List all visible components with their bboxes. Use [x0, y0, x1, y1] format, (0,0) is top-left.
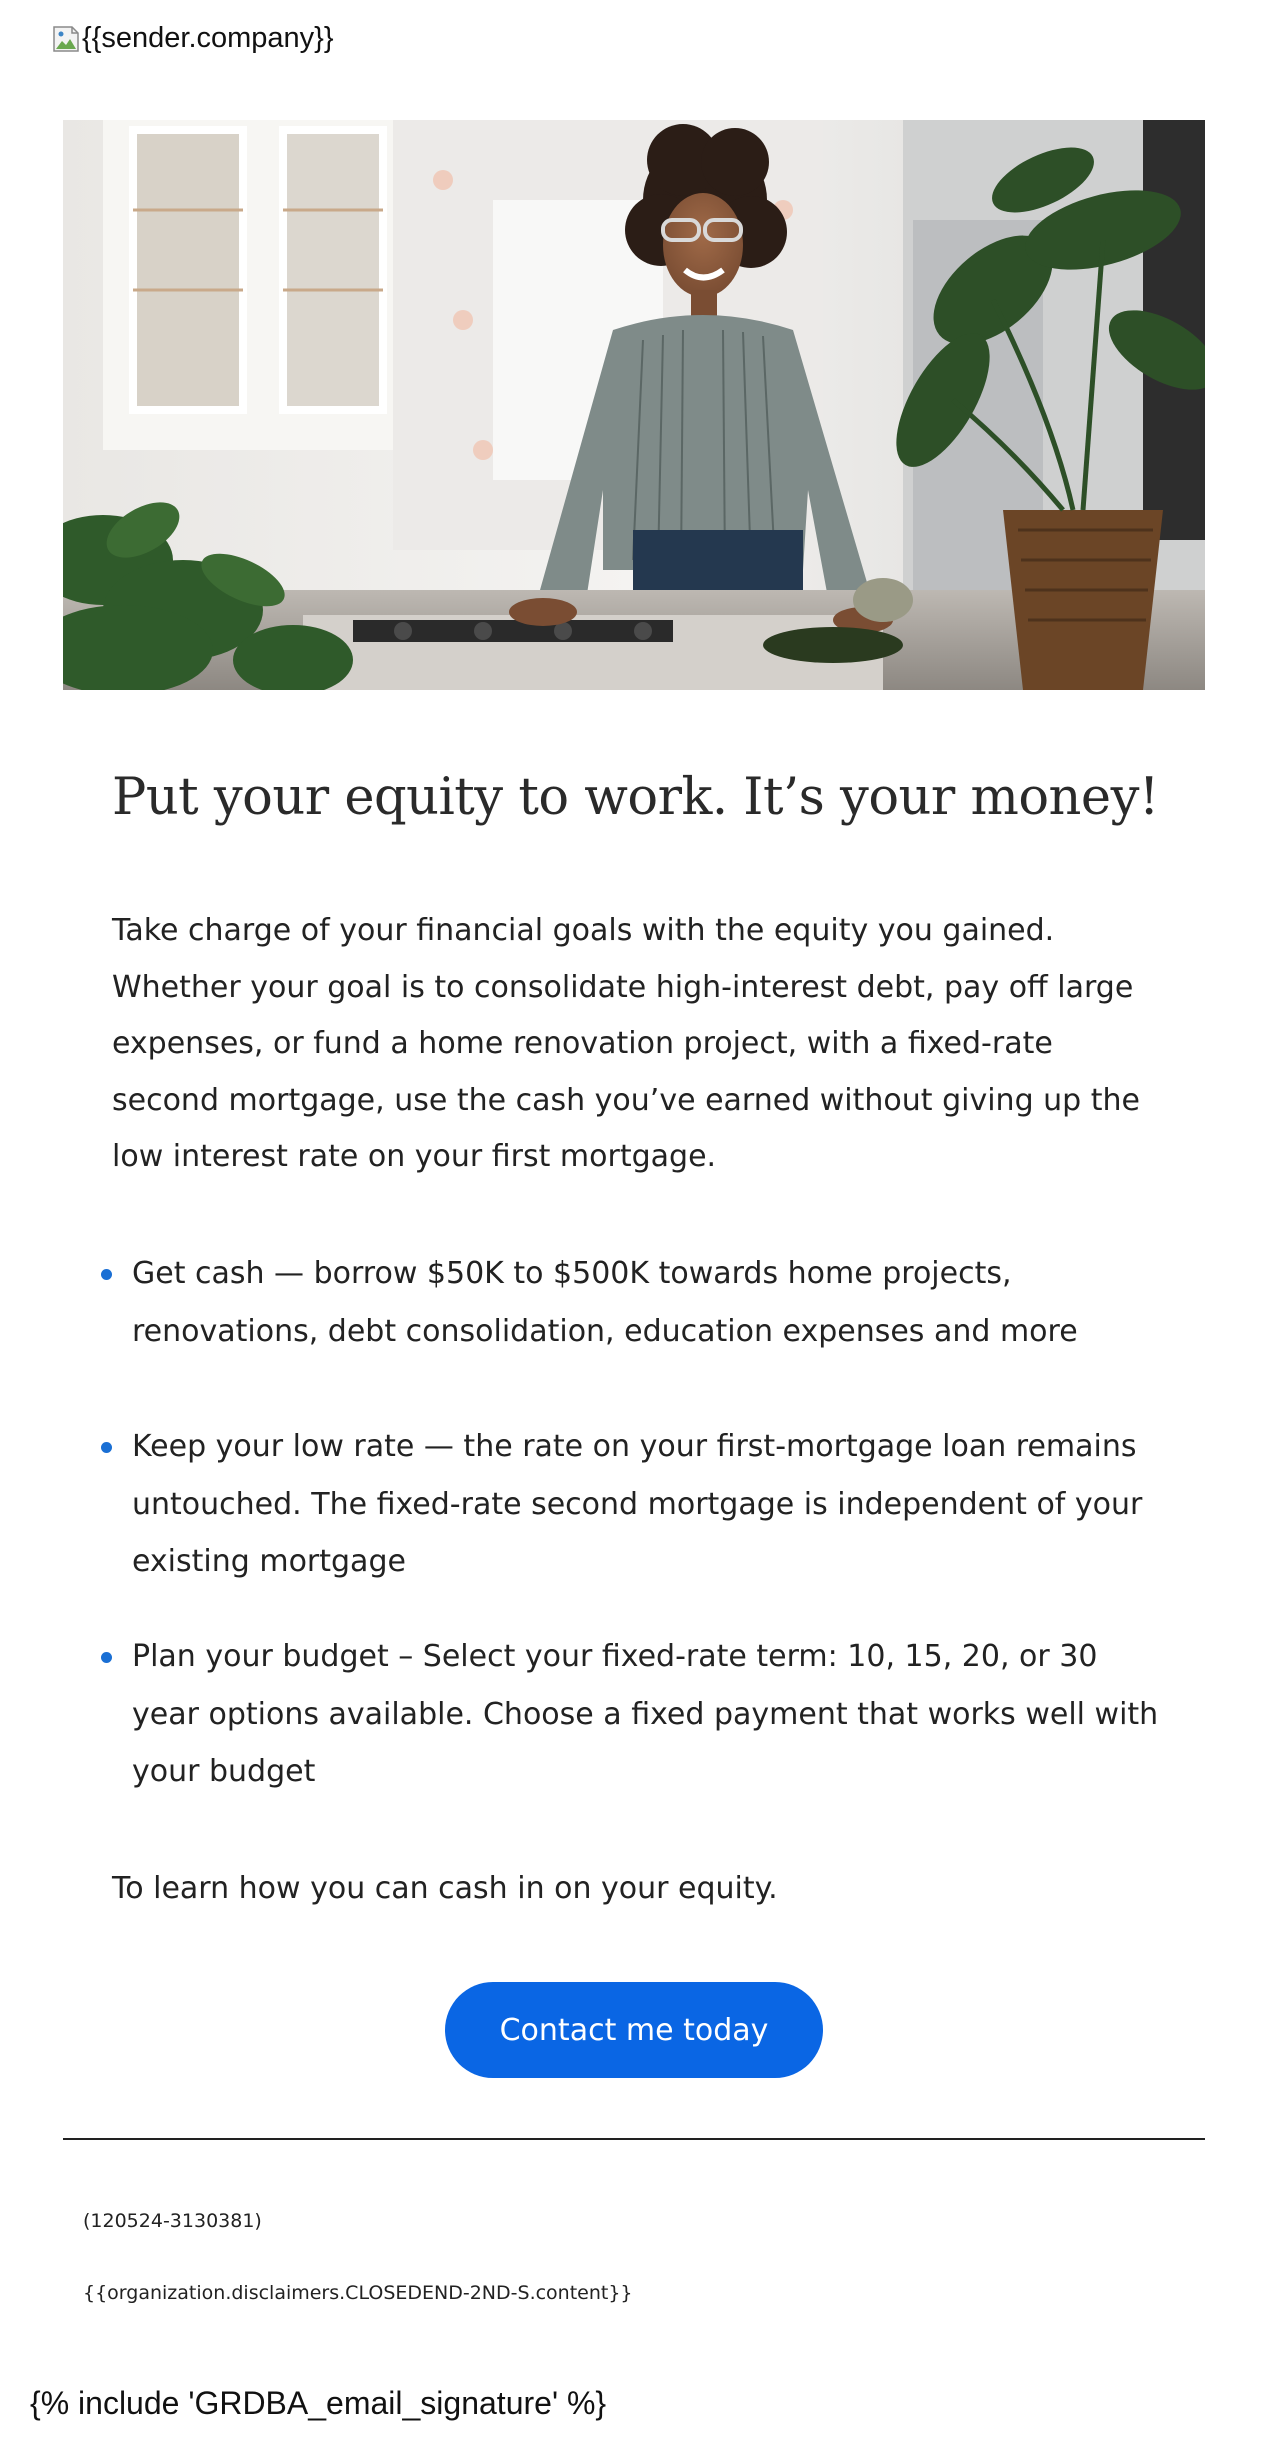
company-logo: [52, 22, 334, 55]
logo-alt-text: {{sender.company}}: [82, 22, 334, 54]
divider: [63, 2138, 1205, 2140]
list-item: [96, 1418, 1166, 1628]
bullet-dot-icon: [101, 1269, 112, 1280]
hero-image: [63, 120, 1205, 690]
closing-text: To learn how you can cash in on your equity.: [112, 1871, 778, 1906]
headline: Put your equity to work. It’s your money!: [112, 768, 1159, 827]
broken-image-icon: [52, 24, 80, 54]
disclaimer-text: {{organization.disclaimers.CLOSEDEND-2ND-S.content}}: [83, 2282, 633, 2304]
email-signature: {% include 'GRDBA_email_signature' %}: [30, 2385, 607, 2421]
list-item-text: Plan your budget – Select your fixed-rate term: 10, 15, 20, or 30 year options available. Choose a fixed payment that works well with your budget: [132, 1639, 1159, 1789]
list-item: [96, 1245, 1166, 1418]
list-item-text: Get cash — borrow $50K to $500K towards home projects, renovations, debt consolidation, education expenses and more: [132, 1256, 1078, 1349]
list-item-text: Keep your low rate — the rate on your first-mortgage loan remains untouched. The fixed-rate second mortgage is independent of your existing mortgage: [132, 1429, 1143, 1579]
intro-paragraph: Take charge of your financial goals with the equity you gained. Whether your goal is to consolidate high-interest debt, pay off large expenses, or fund a home renovation project, with a fixed-rate second mortgage, use the cash you’ve earned without giving up the low interest rate on your first mortgage.: [112, 913, 1140, 1174]
campaign-code: (120524-3130381): [83, 2210, 262, 2232]
list-item: [96, 1628, 1166, 1801]
bullet-dot-icon: [101, 1442, 112, 1453]
bullet-dot-icon: [101, 1652, 112, 1663]
photo-woman-in-kitchen-icon: [63, 120, 1205, 690]
benefits-list: [96, 1245, 1166, 1801]
contact-me-button[interactable]: Contact me today: [445, 1982, 823, 2078]
